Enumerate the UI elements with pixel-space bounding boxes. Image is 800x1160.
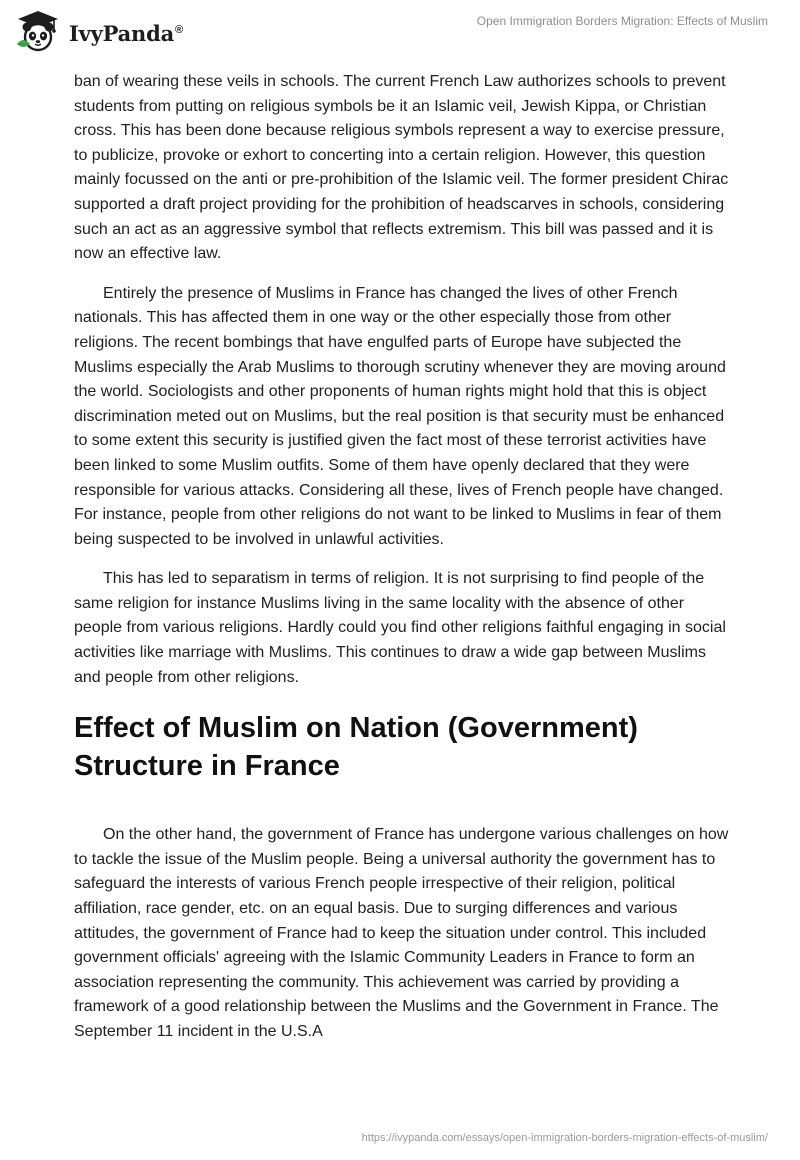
logo-wordmark: IvyPanda® [69, 20, 183, 46]
article-paragraph: ban of wearing these veils in schools. The current French Law authorizes schools to prevent students from putting on religious symbols be it an Islamic veil, Jewish Kippa, or Christian cross. This has been done because religious symbols represent a way to exercise pressure, to publicize, provoke or exhort to concerting into a certain religion. However, this question mainly focussed on the anti or pre-prohibition of the Islamic veil. The former president Chirac supported a draft project providing for the prohibition of headscarves in schools, considering such an act as an aggressive symbol that reflects extremism. This bill was passed and it is now an effective law. [74, 73, 729, 263]
article-paragraph: Entirely the presence of Muslims in France has changed the lives of other French nationals. This has affected them in one way or the other especially those from other religions. The recent bombings that have engulfed parts of Europe have subjected the Muslims especially the Arab Muslims to thorough scrutiny whenever they are moving around the world. Sociologists and other proponents of human rights might hold that this is object discrimination meted out on Muslims, but the real position is that security must be enhanced to some extent this security is justified given the fact most of these terrorist activities have been linked to some Muslim outfits. Some of them have openly declared that they were responsible for various attacks. Considering all these, lives of French people have changed. For instance, people from other religions do not want to be linked to Muslims in fear of them being suspected to be involved in unlawful activities. [74, 284, 726, 548]
registered-mark: ® [175, 23, 183, 36]
article-paragraph: This has led to separatism in terms of religion. It is not surprising to find people of the same religion for instance Muslims living in the same locality with the absence of other people from various religions. Hardly could you find other religions faithful engaging in social activities like marriage with Muslims. This continues to draw a wide gap between Muslims and people from other religions. [74, 570, 726, 686]
section-heading: Effect of Muslim on Nation (Government) Structure in France [74, 712, 638, 783]
document-title: Open Immigration Borders Migration: Effects of Muslim [476, 14, 768, 28]
article-paragraph: On the other hand, the government of France has undergone various challenges on how to tackle the issue of the Muslim people. Being a universal authority the government has to safeguard the interests of various French people irrespective of their religion, political affiliation, race gender, etc. on an equal basis. Due to surging differences and various attitudes, the government of France had to keep the situation under control. This included government officials' agreeing with the Islamic Community Leaders in France to form an association representing the community. This achievement was carried by providing a framework of a good relationship between the Muslims and the Government in France. The September 11 incident in the U.S.A [74, 826, 729, 1040]
site-logo[interactable] [14, 8, 183, 56]
source-url[interactable]: https://ivypanda.com/essays/open-immigration-borders-migration-effects-of-muslim/ [361, 1132, 768, 1144]
page-header [0, 0, 800, 68]
article-body [74, 70, 734, 1060]
panda-graduate-icon [14, 8, 62, 56]
